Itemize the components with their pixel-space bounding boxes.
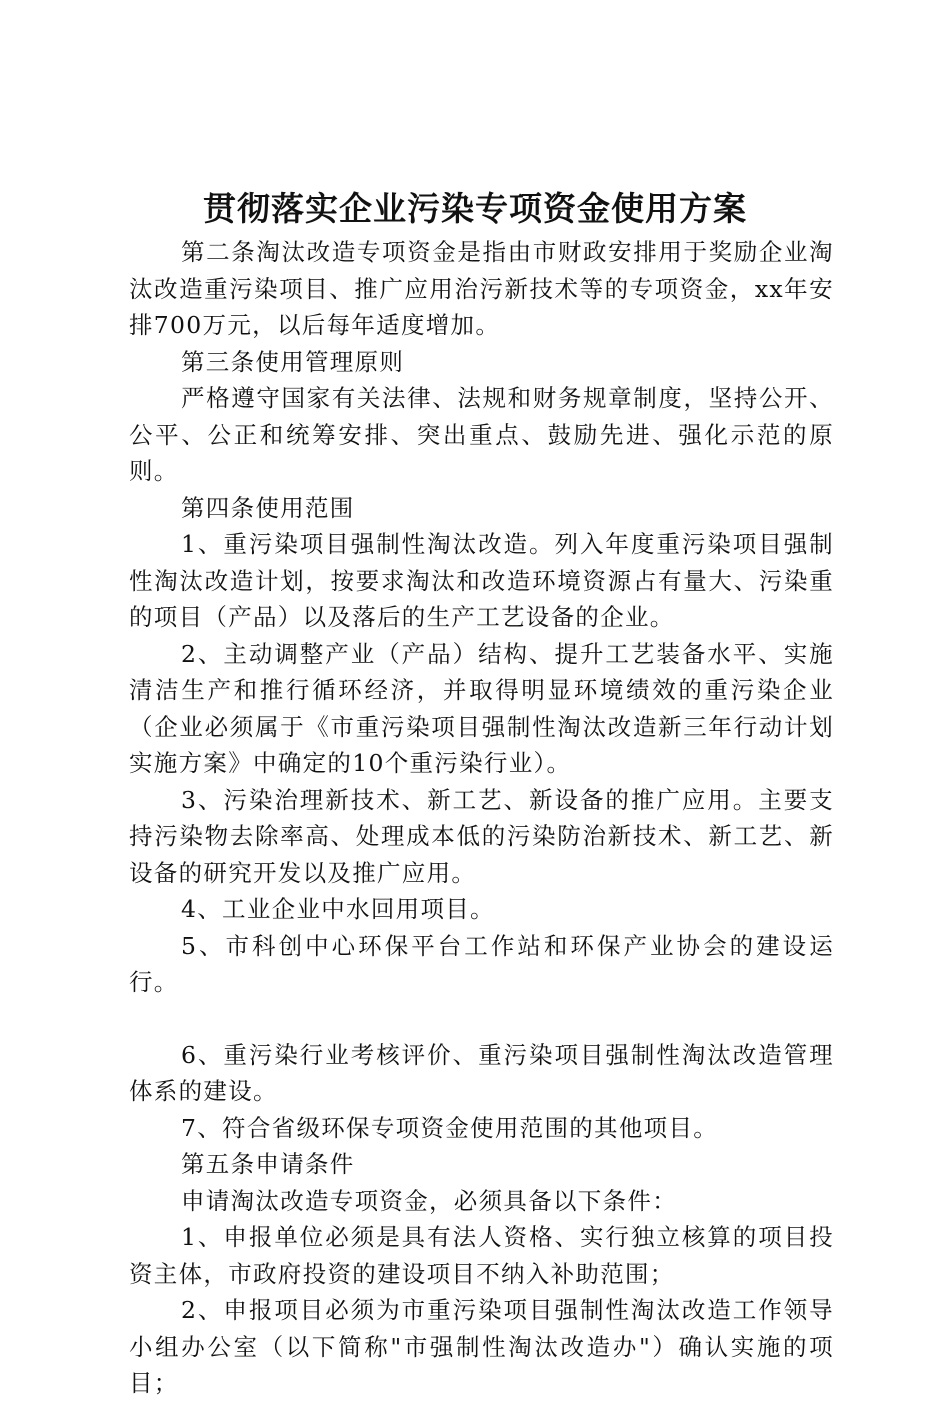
heading-article-3: 第三条使用管理原则 xyxy=(181,347,405,376)
paragraph-principles: 严格遵守国家有关法律、法规和财务规章制度，坚持公开、公平、公正和统筹安排、突出重点、鼓励先进、强化示范的原则。 xyxy=(129,384,834,485)
paragraph-article-2: 第二条淘汰改造专项资金是指由市财政安排用于奖励企业淘汰改造重污染项目、推广应用治污新技术等的专项资金，xx年安排700万元，以后每年适度增加。 xyxy=(129,238,834,339)
list-item-condition-1: 1、申报单位必须是具有法人资格、实行独立核算的项目投资主体，市政府投资的建设项目不纳入补助范围； xyxy=(129,1223,834,1288)
list-item-scope-2: 2、主动调整产业（产品）结构、提升工艺装备水平、实施清洁生产和推行循环经济，并取得明显环境绩效的重污染企业（企业必须属于《市重污染项目强制性淘汰改造新三年行动计划实施方案》中确定的10个重污染行业）。 xyxy=(129,639,834,777)
list-item-scope-5: 5、市科创中心环保平台工作站和环保产业协会的建设运行。 xyxy=(129,931,834,996)
heading-article-4: 第四条使用范围 xyxy=(181,493,355,522)
list-item-scope-6: 6、重污染行业考核评价、重污染项目强制性淘汰改造管理体系的建设。 xyxy=(129,1040,834,1105)
list-item-scope-3: 3、污染治理新技术、新工艺、新设备的推广应用。主要支持污染物去除率高、处理成本低的污染防治新技术、新工艺、新设备的研究开发以及推广应用。 xyxy=(129,785,834,887)
list-item-condition-2: 2、申报项目必须为市重污染项目强制性淘汰改造工作领导小组办公室（以下简称"市强制性淘汰改造办"）确认实施的项目； xyxy=(129,1296,834,1397)
paragraph-conditions-intro: 申请淘汰改造专项资金，必须具备以下条件： xyxy=(181,1186,677,1215)
document-title: 贯彻落实企业污染专项资金使用方案 xyxy=(203,189,747,228)
list-item-scope-1: 1、重污染项目强制性淘汰改造。列入年度重污染项目强制性淘汰改造计划，按要求淘汰和改造环境资源占有量大、污染重的项目（产品）以及落后的生产工艺设备的企业。 xyxy=(129,530,834,631)
list-item-scope-7: 7、符合省级环保专项资金使用范围的其他项目。 xyxy=(181,1113,719,1142)
list-item-scope-4: 4、工业企业中水回用项目。 xyxy=(181,895,495,923)
heading-article-5: 第五条申请条件 xyxy=(181,1150,355,1178)
document-body xyxy=(129,234,834,1402)
